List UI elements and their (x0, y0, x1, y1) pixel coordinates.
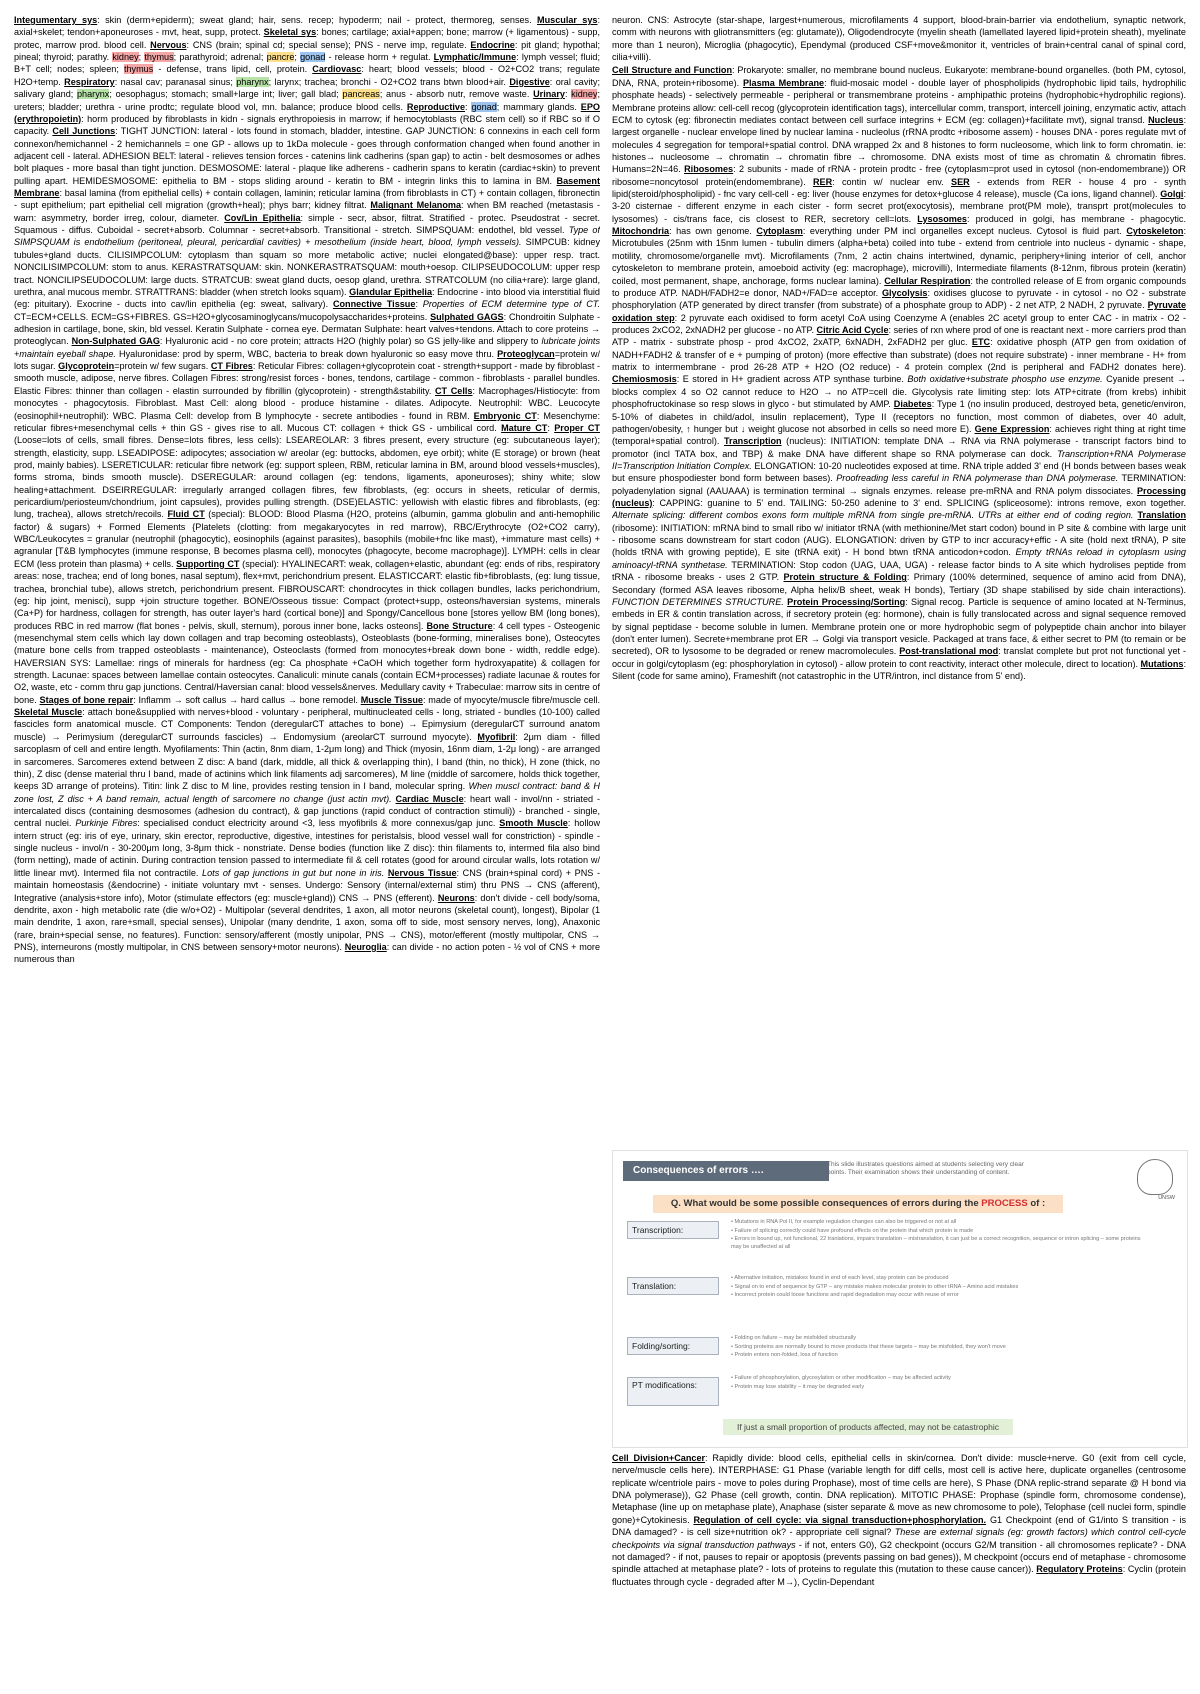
notes-text: ; (138, 52, 145, 63)
section-heading: Regulatory Proteins (1036, 1564, 1123, 1575)
notes-text: : (415, 299, 423, 310)
section-heading: Cardiac Muscle (395, 793, 464, 804)
notes-text: : Microtubules (25nm with 15nm lumen - tubulin dimers (alpha+beta) coiled into tube - extend from centriole into nucleus - dynamic - shape, motility, chromosome/organelle mvt). Microfilaments (7nm, 2 actin chains intertwined, dynamic, periphery+lining interior of cell, anchor cytoskeleton to membrane protein, amoeboid activity (eg: macrophage), microvilli), Intermediate filaments (8-12nm, fibrous protein (keratin) coiled, most permanent, shape, anchorage, forms nuclear lamina). (612, 226, 1186, 286)
notes-text: : (465, 101, 472, 112)
slide-footer-note: If just a small proportion of products affected, may not be catastrophic (723, 1419, 1013, 1435)
notes-text: : Silent (code for same amino), Frameshift (not catastrophic in the UTR/intron, incl distance from 5' end). (612, 658, 1186, 682)
section-heading: ETC (971, 337, 991, 348)
notes-text: : Signal recog. Particle is sequence of amino located at N-Terminus, embeds in ER & contin translation across, if secretory protein (eg: hormone), chain is fully translocated across and signal sequence removed by signal peptidase - become soluble in lumen. Membrane protein one or more hydrophobic segm of polypeptide chain anchor into bilayer (don't enter lumen). Secrete+membrane prot ER → Golgi via transport vesicle. Packaged at trans face, & either secret to PM (to remain or be secreted), OR to lysosome to be degraded or renew macromolecules. (612, 596, 1186, 657)
notes-text: Lots of gap junctions in gut but none in iris. (202, 867, 385, 878)
section-heading: CT Fibres (210, 361, 253, 372)
section-heading: Skeletal sys (263, 27, 317, 38)
notes-text: : largest organelle - nuclear envelope lined by nuclear lamina - nucleolus (rRNA prodtc +ribosome assem) - houses DNA - pores regulate mvt of molecules 4 segregation for temporal+spatial control. DNA wrapped 2x and 8 histones to form nucleosome, which link to form chromatin. ie: histones→ nucleosome → chromatin → chromatin fibre → chromosome. DNA exists most of time as chromatin & chromatin fibres. Humans=2N=46. (612, 114, 1186, 175)
notes-text: ; mammary glands. (496, 101, 581, 112)
section-heading: Proteoglycan (497, 348, 555, 359)
notes-text: : specialised conduct electricity around <3, less myofibrils & more connexus/gap junc. (137, 818, 500, 829)
section-heading: Processing (nucleus) (612, 485, 1186, 509)
notes-text: Cyanide present → blocks complex 4 so O2 cannot reduce to H2O → no ATP=cell die. Glycolysis rate limiting step: lots ATP+citrate (from krebs) inhibit phosphofructokinase so resp slows in glyco - but stimulated by AMP. (612, 374, 1186, 410)
slide-bullet: • Failure of phosphorylation, glycosylation or other modification – may be affected activity (731, 1375, 951, 1381)
section-heading: Cytoplasm (756, 226, 803, 237)
notes-text: Both oxidative+substrate phospho use enzyme. (907, 374, 1103, 385)
section-heading: Mitochondria (612, 226, 670, 237)
section-heading: Connective Tissue (332, 299, 416, 310)
notes-text: : Endocrine - into blood via interstitial fluid (eg: pituitary). Exocrine - ducts into cav/lin epithelia (eg: sweat, salivary). (14, 286, 600, 310)
notes-text: : heart wall - invol/nn - striated - intercalated discs (containing desmosomes (adhesion du contract), & gap junctions (rapid conduct of contraction stimuli)) - branched - single, central nuclei. (14, 793, 600, 829)
section-heading: Neurons (437, 892, 475, 903)
section-heading: Supporting CT (176, 558, 240, 569)
section-heading: Protein Processing/Sorting (787, 596, 906, 607)
section-heading: Post-translational mod (899, 646, 999, 657)
highlighted-term: gonad (471, 101, 497, 112)
section-heading: Transcription (724, 436, 782, 447)
slide-process-label: Translation: (627, 1277, 719, 1295)
notes-text: G1 Checkpoint (end of G1/into S transition - is DNA damaged? - is cell size+nutrition ok? - appropriate cell signal? (612, 1514, 1186, 1538)
notes-text: ; parathyroid; adrenal; (173, 52, 267, 63)
section-heading: EPO (erythropoietin) (14, 101, 600, 124)
notes-text: : Type 1 (no insulin produced, destroyed beta, genetic/environ, 5-10% of diabetes in child/adol, insulin replacement), Type II (receptors no function, most common of diabetes, over 40 adult, pathogen/obesity, ↑ hunger but ↓ weight glucose not absorbed in cells so need more E). (612, 399, 1186, 434)
section-heading: Fluid CT (167, 509, 205, 520)
highlighted-term: pharynx (236, 76, 269, 87)
notes-text: : Chondroitin Sulphate - adhesion in cartilage, bone, skin, bld vessel. Keratin Sulphate - cornea eye. Dermatan Sulphate: heart valves+tendons. Attach to core proteins → proteoglycan. (14, 311, 600, 347)
highlighted-term: thymus (123, 64, 154, 75)
notes-text: : everything under PM incl organelles except nucleus. Cytosol is fluid part. (802, 226, 1127, 237)
section-heading: Skeletal Muscle (14, 707, 83, 718)
slide-title-tab: Consequences of errors …. (623, 1161, 829, 1181)
notes-text: (nucleus): INITIATION: template DNA → RNA via RNA polymerase - transcript factors bind to promotor (incl TATA box, and TBP) & make DNA have different shape so RNA polymerase can dock. (612, 436, 1186, 459)
section-heading: Embryonic CT (473, 410, 537, 421)
notes-text: (Loose=lots of cells, small fibres. Dense=lots fibres, less cells): LSEAREOLAR: 3 fibres present, every structure (eg: subcutaneous layer); strength, elasticity, supp. LSEADIPOSE: adipocytes; association w/ areolar (eg: buttocks, abdomen, eye orbit); white (E storage) or brown (heat prod, mainly babies). LSERETICULAR: reticular fibre network (eg: support spleen, RBM, reticular lamina in BM, around blood vessels+muscles), forms stroma, binds smooth muscle). DSEREGULAR: around collagen (eg: tendons, ligaments, aponeuroses); shiny white; slow healing+attachment. DSEIRREGULAR: irregularly arranged collagen fibres, few fibroblasts, (eg: occurs in sheets, reticular of dermis, pericardium/periosteum/chondrium, joint capsules), provides pulling strength. (DSE)ELASTIC: yellowish with elastic fibres and fibroblasts, (eg: lung, trachea), allows stretch/recoils. (14, 435, 600, 520)
section-heading: Glandular Epithelia (349, 286, 433, 297)
section-heading: Nervous Tissue (387, 867, 457, 878)
section-heading: Regulation of cell cycle: via signal transduction+phosphorylation. (693, 1514, 987, 1525)
slide-bullet: • Signal on to end of sequence by GTP – any mistake makes molecular protein to other tRNA – Amino acid mistakes (731, 1283, 1019, 1290)
notes-text: : simple - secr, absor, filtrat. Stratified - protec. Pseudostrat - secret. Squamous - diffus. Cuboidal - secret+absorb. Columnar - secret+absorb. Transitional - stretch. SIMPSQUAM: endothel, bld vessel. (14, 212, 600, 236)
notes-text: : CAPPING: guanine to 5' end. TAILING: 50-250 adenine to 3' end. SPLICING (spliceosome): introns remove, exon together. (652, 498, 1186, 509)
section-heading: Mature CT (501, 422, 548, 433)
section-heading: Glycoprotein (58, 361, 115, 372)
section-heading: Reproductive (406, 101, 466, 112)
notes-text: : horm produced by fibroblasts in kidn - signals erythropoiesis in marrow; if hemocytoblasts (RBC stem cell) so if RBC so if O capacity. (14, 113, 600, 137)
notes-text: ELONGATION: 10-20 nucleotides exposed at time. RNA triple added 3' end (H bonds between bases weak but ensure phospodiester bond form between bases). (612, 460, 1186, 484)
slide-bullet: • Incorrect protein could loose functions and rapid degradation may occur with reuse of error (731, 1292, 959, 1299)
notes-text: : 2μm diam - filled sarcoplasm of cell and entire length. Myofilaments: Thin (actin, 8nm diam, 1-2μm long) and Thick (myosin, 16nm diam, 1-2μ long) - are arranged in sarcomeres. Sarcomeres extend between Z disc: A band (dark, middle, all thick & overlapping thin), I band (thin, no thick), H zone (thick, no thin), Z disc (dense material thru I band, made of actinins which link filaments adj sarcomeres), M line (middle of sarcomere, holds thick together, keeps 3D arrange of proteins). Titin: link Z disc to M line, provides resting tension in I band, molecular spring. (14, 731, 600, 792)
notes-text: Purkinje Fibres (75, 818, 138, 829)
notes-text: : (547, 422, 555, 433)
slide-bullet-list (731, 1375, 1151, 1392)
notes-text: : oxidative phosph (ATP gen from oxidation of NADH+FADH2 & transfer of e + pumping of proton) (more effective than substrate) (does not require substrate) - inner membrane - H+ from matrix to intermembrane - prod 26-28 ATP + H2O (O2 reduce) - 4 protein complex (2nd is peripheral and FADH2 donates here). (612, 337, 1186, 373)
section-heading: Mutations (1140, 658, 1184, 669)
notes-text: : series of rxn where prod of one is reactant next - more carriers prod than ATP - matrix - substrate phosp - prod 4xCO2, 2xATP, 6xNADH, 2xFADH2 per gluc. (612, 324, 1186, 348)
notes-text: - release horm + regulat. (325, 52, 434, 63)
section-heading: Malignant Melanoma (370, 200, 462, 211)
notes-text: : fluid-mosaic model - double layer of phospholipids (hydrophobic lipid tails, hydrophilic phosphate heads) - selectively permeable - peripheral or transmembrane proteins - amphipathic proteins (hydrophobic+hydrophilic regions). Membrane proteins allow: cell-cell recog (glycoprotein identification tags), intercellular comm, transport, intercell joining, enzymatic activ, attach ECM to cytosk (eg: fibronectin mediates contact between cell surface integrins + ECM (eg: collagen)+facilitate mvt), signal transd. (612, 77, 1186, 125)
notes-text: TERMINATION: Stop codon (UAG, UAA, UGA) - release factor binds to A site which hydrolises peptide from tRNA - ribosome breaks - uses 2 GTP. (612, 559, 1186, 583)
notes-text: These are external signals (eg: growth factors) which control cell-cycle checkpoints via signal transduction pathways (612, 1527, 1186, 1550)
slide-bullet-list (731, 1275, 1151, 1301)
slide-process-label: Folding/sorting: (627, 1337, 719, 1355)
notes-text: - defense, trans lipid, cell, protein. (153, 64, 313, 75)
notes-text: ; (294, 52, 301, 63)
notes-text: : attach bone&supplied with nerves+blood - voluntary - peripheral, multinucleated cells - long, striated - bundles (10-100) called fascicles form anatomical muscle. CT Components: Tendon (deregularCT attaches to bone) → Epimysium (deregularCT surround anatom muscle) → Perimysium (deregularCT surrounds fascicles) → Endomysium (areolarCT surround myocyte). (14, 707, 600, 742)
notes-text: : 3-20 cisternae - different enzyme in each cister - form secret prot(exocytosis), membrane prot(PM mole), transprt prot(molecules to lysosomes) - cis/trans face, cis closest to RER, secretory cell=lots. (612, 189, 1186, 224)
notes-column-left (14, 14, 600, 1686)
question-prefix: Q. What would be some possible consequences of errors during the (670, 1198, 982, 1209)
section-heading: CT Cells (434, 385, 473, 396)
section-heading: Urinary (533, 89, 565, 100)
notes-text: : pit gland; hypothal; pineal; thyroid; parathy. (14, 39, 600, 63)
notes-text: : (564, 89, 572, 100)
notes-text: : E stored in H+ gradient across ATP synthase turbine. (676, 374, 908, 385)
notes-text: Proofreading less careful in RNA polymerase than DNA polymerase. (836, 473, 1119, 484)
section-heading: Stages of bone repair (39, 694, 134, 705)
notes-paragraph (612, 1452, 1186, 1588)
notes-text: (special): BLOOD: Blood Plasma (H2O, proteins (albumin, gamma globulin and anti-hemophilic factor) & sugars) + Formed Elements {Platelets (clotting: from megakaryocytes in red marrow), RBC/Erythrocyte (O2+CO2 carry), WBC/Leukocytes = granular (neutrophil (phagocytic), eosinophils (against parasites), basophils (mobile+fnc like mast), +immature mast cells) + agranular [T&B lymphocytes (immune response, B becomes plasma cell), monocytes (phagocyte, become macrophage)]. LYMPH: cells in clear ECM (less protein than plasma) + cells. (14, 509, 600, 569)
section-heading: Nucleus (1148, 114, 1184, 125)
section-heading: Cov/Lin Epithelia (224, 212, 301, 223)
notes-text: : Hyaluronic acid - no core protein; attracts H2O (highly polar) so GS jelly-like and slippery to (159, 336, 542, 347)
section-heading: Smooth Muscle (499, 818, 568, 829)
highlighted-term: gonad (300, 52, 326, 63)
slide-bullet: • Failure of splicing correctly could have profound effects on the protein that which protein is made (731, 1227, 974, 1234)
section-heading: Digestive (509, 76, 550, 87)
slide-bullet: • Errors in bound up, not functional, 22 tranlations, impairs translation – mistranslation, it can just be a correct recognition, sequence or intron splicing – some proteins may be unaffected at all (731, 1236, 1141, 1250)
section-heading: Nervous (150, 39, 187, 50)
university-logo-text: UNSW (1158, 1195, 1175, 1201)
section-heading: Chemiosmosis (612, 374, 677, 385)
section-heading: Respiratory (64, 76, 115, 87)
section-heading: Translation (1137, 510, 1186, 521)
slide-bullet: • Protein may lose stability – it may be degraded early (731, 1383, 865, 1390)
slide-bullet: • Sorting proteins are normally bound to move products that these targets – may be misfolded, they won't move (731, 1343, 1006, 1350)
slide-note: This slide illustrates questions aimed at students selecting very clear points. Their examination shows their understanding of content. (827, 1161, 1024, 1177)
slide-bullet: • Alternative initiation, mistakes found in end of each level, stay protein can be produced (731, 1275, 949, 1281)
notes-text: Type of SIMPSQUAM is endothelium (peritoneal, pleural, pericardial cavities) + mesothelium (inside heart, blood, lymph vessels). (14, 225, 600, 248)
notes-text: : contin w/ nuclear env. (832, 176, 951, 187)
section-heading: Ribosomes (684, 164, 734, 175)
notes-text: ; anus - absorb nutr, remove waste. (379, 89, 534, 100)
notes-text: : lymph vessel; fluid; B+T cell; nodes; spleen; (14, 52, 600, 75)
section-heading: Muscular sys (537, 15, 598, 25)
notes-text: : TIGHT JUNCTION: lateral - lots found in stomach, bladder, intestine. GAP JUNCTION: 6 connexins in each cell form connexon/hemichannel - 2 hemichannels = one GP - allows up to 1kDa molecule - goes through conformation changed when found another in adjacent cell - lateral. ADHESION BELT: lateral - relieves tension forces - catenins link cadherins (span gap) to actin - belt desmosomes or adhes bolt plaques - more basal than tight junction. DESMOSOME: lateral - plaque like adherens - cadherin spans to keratin (cardiac+skin) to prevent pulling apart. HEMIDESMOSOME: epithelia to BM - stops sliding around - keratin to BM - integrin links this to lamina in BM. (14, 126, 600, 186)
notes-text: : CNS (brain; spinal cd; special sense); PNS - nerve imp, regulate. (186, 39, 471, 50)
notes-text: : 4 cell types - Osteogenic (mesenchymal stem cells which lay down collagen and trap becoming osteoblasts), Osteoblasts (bone-forming, mineralises bone), Osteocytes (mature bone cells from trapped osteoblasts - maintenance), Osteoclasts (formed from monocytes+break down bone - width, reddle edge). HAVERSIAN SYS: Lamellae: rings of minerals for hardness (eg: Ca phosphate +CaOH which together form hydroxyapatite) & collagen for strength. Lacunae: spaces between lamellae contain osteocytes. Canaliculi: minute canals (contain ECM+processes) radiate lacunae & routes for O2, waste, etc - comm thru gap junctions. Central/Haversian canal: blood vessels&nerves. Medullary cavity + Trabeculae: marrow sits in centre of bone. (14, 620, 600, 705)
slide-process-label: Transcription: (627, 1221, 719, 1239)
notes-text: Transcription+RNA Polymerase II=Transcription Initiation Complex. (612, 448, 1186, 471)
notes-text: Properties of ECM determine type of CT. (422, 299, 600, 310)
notes-text: : translat complete but prot not functional yet - occur in golgi/cytoplasm (eg: phosphorylation in cytosol) - allow protein to cont reactivity, interact other molecule, direct to location). (612, 646, 1186, 669)
notes-text: ; oesophagus; stomach; small+large int; liver; gall blad; (109, 89, 343, 100)
notes-text: : basal lamina (from epithelial cells) + contain collagen, laminin; reticular lamina (from fibroblasts in CT) + contain collagen, fibronectin - supt epithelium; part epithelial cell migration (growth+heal); phys barr; kidney filtrat. (14, 188, 600, 211)
notes-text: lubricate joints +maintain eyeball shape. (14, 336, 600, 359)
notes-text: - extends from RER - house 4 pro - synth lipid(steroid/phospholipid) - fnc vary cell-cell - eg: liver (house enzymes for detox+glucose 4 release), muscle (Ca ions, ligand channel). (612, 176, 1186, 200)
slide-question (653, 1195, 1063, 1213)
section-heading: Lysosomes (917, 213, 967, 224)
slide-bullet: • Mutations in RNA Pol II, for example regulation changes can also be triggered or not at all (731, 1219, 957, 1225)
notes-paragraph (612, 14, 1186, 63)
notes-text: Hyaluronidase: prod by sperm, WBC, bacteria to break down hyaluronic so easy move thru. (115, 348, 498, 359)
section-heading: Diabetes (893, 399, 932, 410)
section-heading: Non-Sulphated GAG (71, 336, 160, 347)
notes-text: : when BM reached (metastasis - warn: asymmetry, border irreg, colour, diameter. (14, 200, 600, 223)
slide-process-label: PT modifications: (627, 1377, 719, 1406)
section-heading: Cell Structure and Function (612, 65, 733, 76)
notes-text: ; ureters; bladder; urethra - urine prodtc; regulate blood vol, mn. balance; produce blood cells. (14, 89, 600, 112)
notes-text: : Rapidly divide: blood cells, epithelial cells in skin/cornea. Don't divide: muscle+nerve. G0 (exit from cell cycle, nerve/muscle cells here). INTERPHASE: G1 Phase (variable length for diff cells, most cell is active here, duplicate organelles (centrosome replicate w/centriole pairs - move to poles during Prophase), most of time cells are here), S Phase (DNA replic-strand separate @ H bond via DNA polymerase)), G2 Phase (cell growth, contin. DNA replication). MITOTIC PHASE: Prophase (spindle form, chromosome condense), Metaphase (line up on metaphase plate), Anaphase (sister separate & move as new chromosome to pole), Telophase (cell nuclei form, spindle gone)+Cytokinesis. (612, 1453, 1186, 1525)
notes-column-right-top (612, 14, 1186, 1146)
notes-paragraph (612, 64, 1186, 682)
embedded-lecture-slide (612, 1150, 1188, 1448)
notes-text: : Cyclin (protein fluctuates through cycle - degraded after M→), Cyclin-Dependant (612, 1564, 1186, 1587)
section-heading: Protein structure & Folding (783, 572, 907, 583)
section-heading: Neuroglia (344, 941, 387, 952)
section-heading: Proper CT (554, 422, 600, 433)
notes-text: =protein w/ lots sugar. (14, 348, 600, 372)
notes-text: : can divide - no action poten - ½ vol of CNS + more numerous than (14, 941, 600, 965)
notes-text: : heart; blood vessels; blood - O2+CO2 trans; regulate H2O+temp. (14, 64, 600, 87)
section-heading: Cytoskeleton (1126, 226, 1184, 237)
slide-bullet: • Folding on failure – may be misfolded structurally (731, 1335, 857, 1341)
section-heading: Lymphatic/Immune (433, 52, 517, 63)
notes-text: Empty tRNAs reload in cytoplasm using aminoacyl-tRNA synthetase. (612, 547, 1186, 570)
notes-text: : Mesenchyme: reticular fibres+mesenchymal cells + thin GS - gives rise to all. Mucous CT: collagen + thick GS - umbilical cord. (14, 410, 600, 433)
notes-text: (special): HYALINECART: weak, collagen+elastic, abundant (eg: ends of ribs, respiratory areas: nose, trachea; end of long bones, nasal septum), flex+mvt, perichondrium present. ELASTICCART: elastic fib+fibroblasts, (eg: lung tissue, trachea, bronchial tube), allows stretch, perichondrium present. FIBROUSCART: chondrocytes in thick collagen bundles, lacks perichondrium, (eg: hip joint, menisci), supp +join structure together. BONE/Osseous tissue: Compact (protect+supp, osteons/haversian systems, minerals (Ca+P) for hardness, collagen for strength, has outer layer's hard (cortical bone)] and Spongy/Cancellous bone [stores yellow BM (long bones), produces RBC in red marrow (flat bones - pelvis, skull, sternum), porous inner bone, lacks osteons]. (14, 558, 600, 631)
notes-text: : CNS (brain+spinal cord) + PNS - maintain homeostasis (&endocrine) - initiate voluntary mvt - senses. Undergo: Sensory (internal/external stim) thru PNS → CNS (afferent), Integrative (analysis+store info), Motor (stimulate effectors (eg: muscle+gland)) CNS → PNS (efferent). (14, 867, 600, 903)
notes-text: SIMPCUB: kidney tubules+gland ducts. CILISIMPCOLUM: cytoplasm than squam so more metabolic active; nuclei elongated@base): upper resp. tract. NONCILISIMPCOLUM: stom to anus. KERASTRATSQUAM: skin. NONKERASTRATSQUAM: mouth+oesop. CILIPSEUDOCOLUM: upper resp tract. NONCILIPSEUDOCOLUM: large ducts. STRATCUB: sweat gland ducts, oesop gland, urethra. STRATCOLUM (no cilia+rare): large gland, urethra, anal mucous membr. STRATTRANS: bladder (when stretch looks squam). (14, 237, 600, 297)
notes-text: neuron. CNS: Astrocyte (star-shape, largest+numerous, microfilaments 4 support, blood-brain-barrier via endothelium, synaptic network, comm with neurons with gliotransmitters (eg: glutamate)), Oligodendrocyte (myelin sheath (lamellated layered lipid+protein sheath), myelinate more than 1 neuron), Microglia (phagocytic), Ependymal (produced CSF+move&monitor it, ventricles of brain+central canal of spinal cord, cilia+villi). (612, 15, 1186, 63)
notes-text: CT=ECM+CELLS. ECM=GS+FIBRES. GS=H2O+glycosaminoglycans/mucopolysaccharides+proteins. (14, 311, 431, 322)
notes-text: : the controlled release of E from organic compounds to produce ATP. NADH/FADH2=e donor, NAD+/FAD=e acceptor. (612, 275, 1186, 298)
highlighted-term: pancre (266, 52, 295, 63)
notes-text: : nasal cav; paranasal sinus; (114, 76, 237, 87)
section-heading: Myofibril (477, 731, 516, 742)
university-crest-icon (1137, 1159, 1173, 1195)
notes-text: (ribosome): INITIATION: mRNA bind to small ribo w/ initiator tRNA (with methionine/Met start codon) bound in P site & combine with large unit - ribosome scans downstream for start codon (AUG). ELONGATION: driven by GTP to incr accuracy+effic - A site (hold next tRNA), P site (holds tRNA with growing peptide), E site (tRNA exit) - H bond btwn tRNA anticodon+codon. (612, 522, 1186, 558)
notes-text: : hollow intern struct (eg: iris of eye, urinary, skin erector, reproductive, digestive, intestines for peristalsis, blood vessel wall for constriction) - spindle - single nucleus - invol/n - 30-200μm long, 3-8μm thick - nonstriate. Dense bodies (function like Z disc): thin filaments to, intermed fila also bind (form netting), made of actinin. During contraction tension passed to intermediate fil & cell rotates (good for around circular walls, lots rotation w/ little linear mvt). Intermed fila not contractile. (14, 818, 600, 878)
notes-text: : Reticular Fibres: collagen+glycoprotein coat - strength+support - made by fibroblast - smooth muscle, adipose, nerve fibres. Collagen Fibres: strong/resist forces - bones, tendons, cartilage - common - fibroblasts - parallel bundles. Elastic Fibres: thinner than collagen - elastin surrounded by fibrillin (glycoprotein) - strength&stability. (14, 361, 600, 396)
section-heading: Basement Membrane (14, 175, 600, 199)
slide-bullet-list (731, 1219, 1151, 1252)
section-heading: Cell Division+Cancer (612, 1453, 706, 1463)
notes-text: : Inflamm → soft callus → hard callus → bone remodel. (133, 694, 361, 705)
highlighted-term: kidney (571, 89, 598, 100)
notes-paragraph (14, 14, 600, 966)
notes-text: : has own genome. (669, 226, 757, 237)
highlighted-term: kidney (112, 52, 139, 63)
notes-text: When muscl contract: band & H zone lost, Z disc + A band remain, actual length of sarcomere no change (just actin mvt). (14, 781, 600, 804)
section-heading: Citric Acid Cycle (816, 324, 889, 335)
slide-bullet-list (731, 1335, 1151, 1361)
section-heading: Sulphated GAGS (430, 311, 504, 322)
section-heading: Bone Structure (426, 620, 493, 631)
notes-text: : skin (derm+epiderm); sweat gland; hair, sens. recep; hypoderm; nail - protect, thermoreg, senses. (97, 15, 538, 25)
notes-text: : produced in golgi, has membrane - phagocytic. (966, 213, 1186, 224)
section-heading: Cardiovasc (312, 64, 362, 75)
question-suffix: of : (1027, 1198, 1046, 1209)
notes-text: : Prokaryote: smaller, no membrane bound nucleus. Eukaryote: membrane-bound organelles. (both PM, cytosol, DNA, RNA, protein+ribosome). (612, 65, 1186, 88)
notes-text: : don't divide - cell body/soma, dendrite, axon - high metabolic rate (die w/o+O2) - Multipolar (several dendrites, 1 axon, all motor neurons (skeletal count), longest), Bipolar (1 main dendrite, 1 axon, rare+small, special senses), Unipolar (many dendrite, 1 axon, soma off to side, most sensory nerves, long), Anaxonic (rare, brain+special sense, no features). Function: sensory/afferent (mostly unipolar, PNS → CNS), motor/efferent (mostly multipolar, CNS → PNS), interneurons (mostly multipolar, in CNS between sensory+motor neurons). (14, 892, 600, 952)
section-heading: Cell Junctions (52, 126, 116, 137)
highlighted-term: pharynx (77, 89, 110, 100)
notes-text: : oral cavity; salivary gland; (14, 76, 600, 100)
notes-text: : Macrophages/Histiocyte: from monocytes - phagocytosis. Fibroblast. Mast Cell: along blood - produce histamine - dilates. Adipocyte. Neutrophil: WBC. Leucocyte (eosinophil+neutrophil): WBC. Plasma Cell: develop from B lymphocyte - secrete antibodies - found in RBM. (14, 385, 600, 421)
notes-text: : 2 pyruvate each oxidised to form acetyl CoA using Coenzyme A (enables 2C acetyl group to enter CAC - in matrix - O2 - produces 2xCO2, 2xNADH2 per glucose - no ATP. (612, 312, 1186, 335)
section-heading: Plasma Membrane (742, 77, 825, 88)
section-heading: Cellular Respiration (884, 275, 971, 286)
notes-text: : axial+skelet; tendon+aponeuroses - mvt, heat, supp, protect. (14, 15, 600, 38)
notes-column-right-bottom (612, 1452, 1186, 1688)
section-heading: Gene Expression (974, 423, 1050, 434)
notes-text: : made of myocyte/muscle fibre/muscle cell. (422, 694, 600, 705)
notes-text: : 2 subunits - made of rRNA - protein prodtc - free (cytoplasm=prot used in cytosol (non-endomembrane)) OR ribosome=noncytosol protein(endomembrane). (612, 164, 1186, 187)
section-heading: Endocrine (470, 39, 515, 50)
highlighted-term: thymus (144, 52, 174, 63)
notes-text: : oxidises glucose to pyruvate - in cytosol - no O2 - substrate phosphorylation (ATP generated by direct transfer (from substrate) of a phosphate group to ADP) - 2 net ATP, 2 NADH, 2 pyruvate. (612, 287, 1186, 311)
notes-text: : bones; cartilage; axial+appen; bone; marrow (+ ligamentous) - supp, protec, marrow prod. blood cell. (14, 27, 600, 50)
question-highlight: PROCESS (981, 1198, 1028, 1209)
section-heading: SER (951, 176, 970, 187)
section-heading: Golgi (1160, 189, 1184, 200)
section-heading: Glycolysis (881, 287, 928, 298)
section-heading: Pyruvate oxidation step (612, 300, 1186, 323)
notes-text: ; larynx; trachea; bronchi - O2+CO2 trans btwn blood+air. (268, 76, 510, 87)
slide-bullet: • Protein enters non-folded, loss of function (731, 1352, 838, 1359)
notes-text: =protein w/ few sugars. (114, 361, 211, 372)
notes-text: FUNCTION DETERMINES STRUCTURE. (612, 596, 784, 607)
section-heading: RER (812, 176, 833, 187)
highlighted-term: pancreas (342, 89, 380, 100)
section-heading: Integumentary sys (14, 15, 98, 25)
notes-text: : Primary (100% determined, sequence of amino acid from DNA), Secondary (formed ASA leaves ribosome, Alpha helix/B sheet, weak H bonds), Tertiary (3D shape stabilised by side chain interactions). (612, 572, 1186, 595)
notes-text: - if not, enters G0), G2 checkpoint (occurs G2/M transition - all chromosomes replicate? - DNA not damaged? - if not, pauses to repair or apoptosis (prevents passing on bad genes)), M checkpoint (occurs end of metaphase - chromosome spindle attached at metaphase plate? - lots of proteins to regulate this (mutation to these cause cancer)). (612, 1539, 1186, 1575)
notes-text: TERMINATION: polyadenylation signal (AAUAAA) is termination terminal → signals enzymes. release pre-mRNA and RNA polym dissociates. (612, 473, 1186, 496)
notes-text: : achieves right thing at right time (temporal+spatial control). (612, 423, 1186, 447)
notes-text: Alternate splicing: different combos exons form multiple mRNA from single pre-mRNA. UTRs at either end of coding region. (612, 510, 1134, 521)
section-heading: Muscle Tissue (360, 694, 423, 705)
